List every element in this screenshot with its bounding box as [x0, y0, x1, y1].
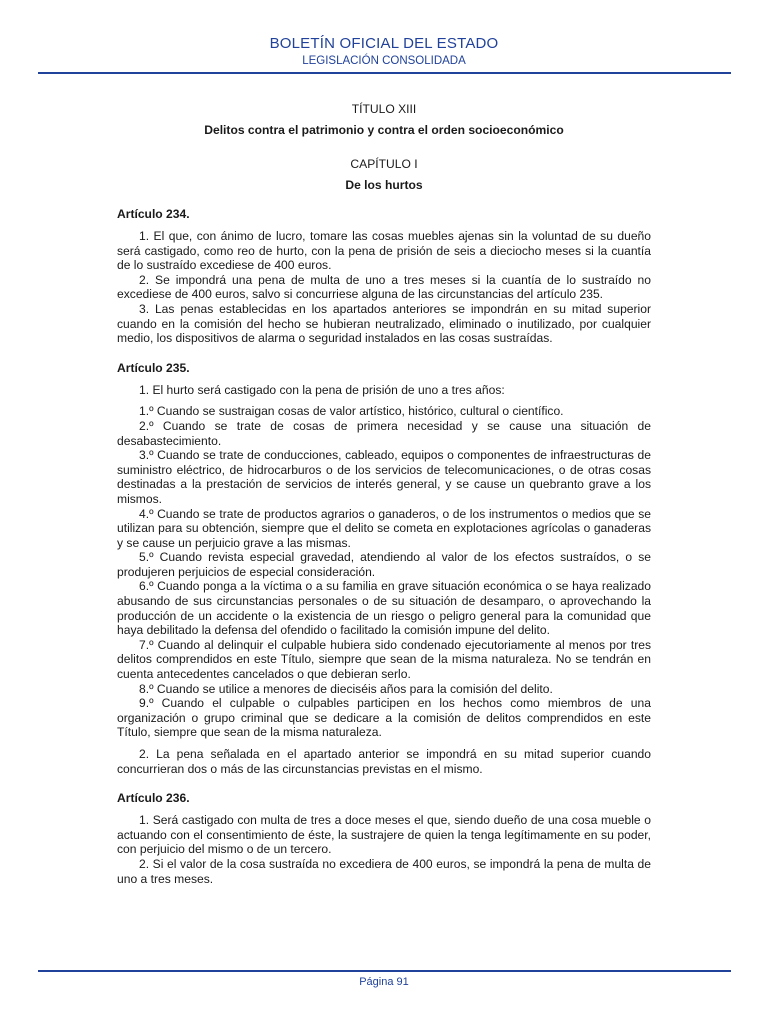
titulo-label: TÍTULO XIII — [351, 102, 417, 116]
paragraph-group — [117, 229, 651, 346]
header-subtitle: LEGISLACIÓN CONSOLIDADA — [302, 55, 466, 67]
paragraph: 6.º Cuando ponga a la víctima o a su familia en grave situación económica o se haya realizado abusando de sus circunstancias personales o de su situación de desamparo, o aprovechando la producción de un accidente o la existencia de un riesgo o peligro general para la comunidad que haya debilitado la defensa del ofendido o facilitado la comisión impune del delito. — [117, 579, 651, 638]
paragraph: 1. El que, con ánimo de lucro, tomare las cosas muebles ajenas sin la voluntad de su dueño será castigado, como reo de hurto, con la pena de prisión de seis a dieciocho meses si la cuantía de lo sustraído excediese de 400 euros. — [117, 229, 651, 273]
paragraph: 2. La pena señalada en el apartado anterior se impondrá en su mitad superior cuando concurrieran dos o más de las circunstancias previstas en el mismo. — [117, 747, 651, 776]
capitulo-name: De los hurtos — [345, 178, 423, 192]
document-body — [117, 101, 651, 886]
article — [117, 790, 651, 886]
capitulo-label: CAPÍTULO I — [350, 157, 418, 171]
article — [117, 360, 651, 776]
header-divider — [38, 72, 731, 74]
paragraph: 8.º Cuando se utilice a menores de dieciséis años para la comisión del delito. — [139, 681, 553, 696]
footer-divider — [38, 970, 731, 972]
paragraph-group — [117, 747, 651, 776]
paragraph: 1. El hurto será castigado con la pena de prisión de uno a tres años: — [139, 382, 505, 397]
paragraph: 2.º Cuando se trate de cosas de primera necesidad y se cause una situación de desabastecimiento. — [117, 418, 651, 448]
paragraph: 3. Las penas establecidas en los apartados anteriores se impondrán en su mitad superior cuando en la comisión del hecho se hubieran neutralizado, eliminado o inutilizado, por cualquier medio, los dispositivos de alarma o seguridad instalados en las cosas sustraídas. — [117, 301, 651, 346]
article-title: Artículo 235. — [117, 360, 190, 375]
paragraph: 5.º Cuando revista especial gravedad, atendiendo al valor de los efectos sustraídos, o se produjeren perjuicios de especial consideración. — [117, 550, 651, 579]
paragraph: 9.º Cuando el culpable o culpables participen en los hechos como miembros de una organización o grupo criminal que se dedicare a la comisión de delitos comprendidos en este Título, siempre que sean de la misma naturaleza. — [117, 696, 651, 740]
paragraph-group — [117, 383, 651, 398]
header-title: BOLETÍN OFICIAL DEL ESTADO — [269, 35, 499, 52]
paragraph: 1. Será castigado con multa de tres a doce meses el que, siendo dueño de una cosa mueble o actuando con el consentimiento de éste, la sustrajere de quien la tenga legítimamente en su poder, con perjuicio del mismo o de un tercero. — [117, 813, 651, 857]
page-number: Página 91 — [359, 976, 409, 988]
paragraph: 2. Si el valor de la cosa sustraída no excediera de 400 euros, se impondrá la pena de multa de uno a tres meses. — [117, 856, 651, 886]
paragraph-group — [117, 404, 651, 740]
paragraph: 4.º Cuando se trate de productos agrarios o ganaderos, o de los instrumentos o medios que se utilizan para su obtención, siempre que el delito se cometa en explotaciones agrícolas o ganaderas y se cause un perjuicio grave a las mismas. — [117, 506, 651, 550]
document-header — [0, 34, 768, 68]
paragraph: 7.º Cuando al delinquir el culpable hubiera sido condenado ejecutoriamente al menos por tres delitos comprendidos en este Título, siempre que sean de la misma naturaleza. No se tendrán en cuenta antecedentes cancelados o que debieran serlo. — [117, 637, 651, 682]
titulo-name: Delitos contra el patrimonio y contra el orden socioeconómico — [204, 123, 564, 137]
paragraph: 3.º Cuando se trate de conducciones, cableado, equipos o componentes de infraestructuras de suministro eléctrico, de hidrocarburos o de los servicios de telecomunicaciones, o de otras cosas destinadas a la prestación de servicios de interés general, y se cause un quebranto grave a los mismos. — [117, 448, 651, 506]
article — [117, 206, 651, 346]
paragraph: 2. Se impondrá una pena de multa de uno a tres meses si la cuantía de lo sustraído no excediese de 400 euros, salvo si concurriese alguna de las circunstancias del artículo 235. — [117, 272, 651, 302]
paragraph-group — [117, 813, 651, 886]
article-title: Artículo 236. — [117, 791, 190, 806]
paragraph: 1.º Cuando se sustraigan cosas de valor artístico, histórico, cultural o científico. — [139, 404, 564, 419]
article-title: Artículo 234. — [117, 207, 190, 221]
articles-list — [117, 206, 651, 886]
